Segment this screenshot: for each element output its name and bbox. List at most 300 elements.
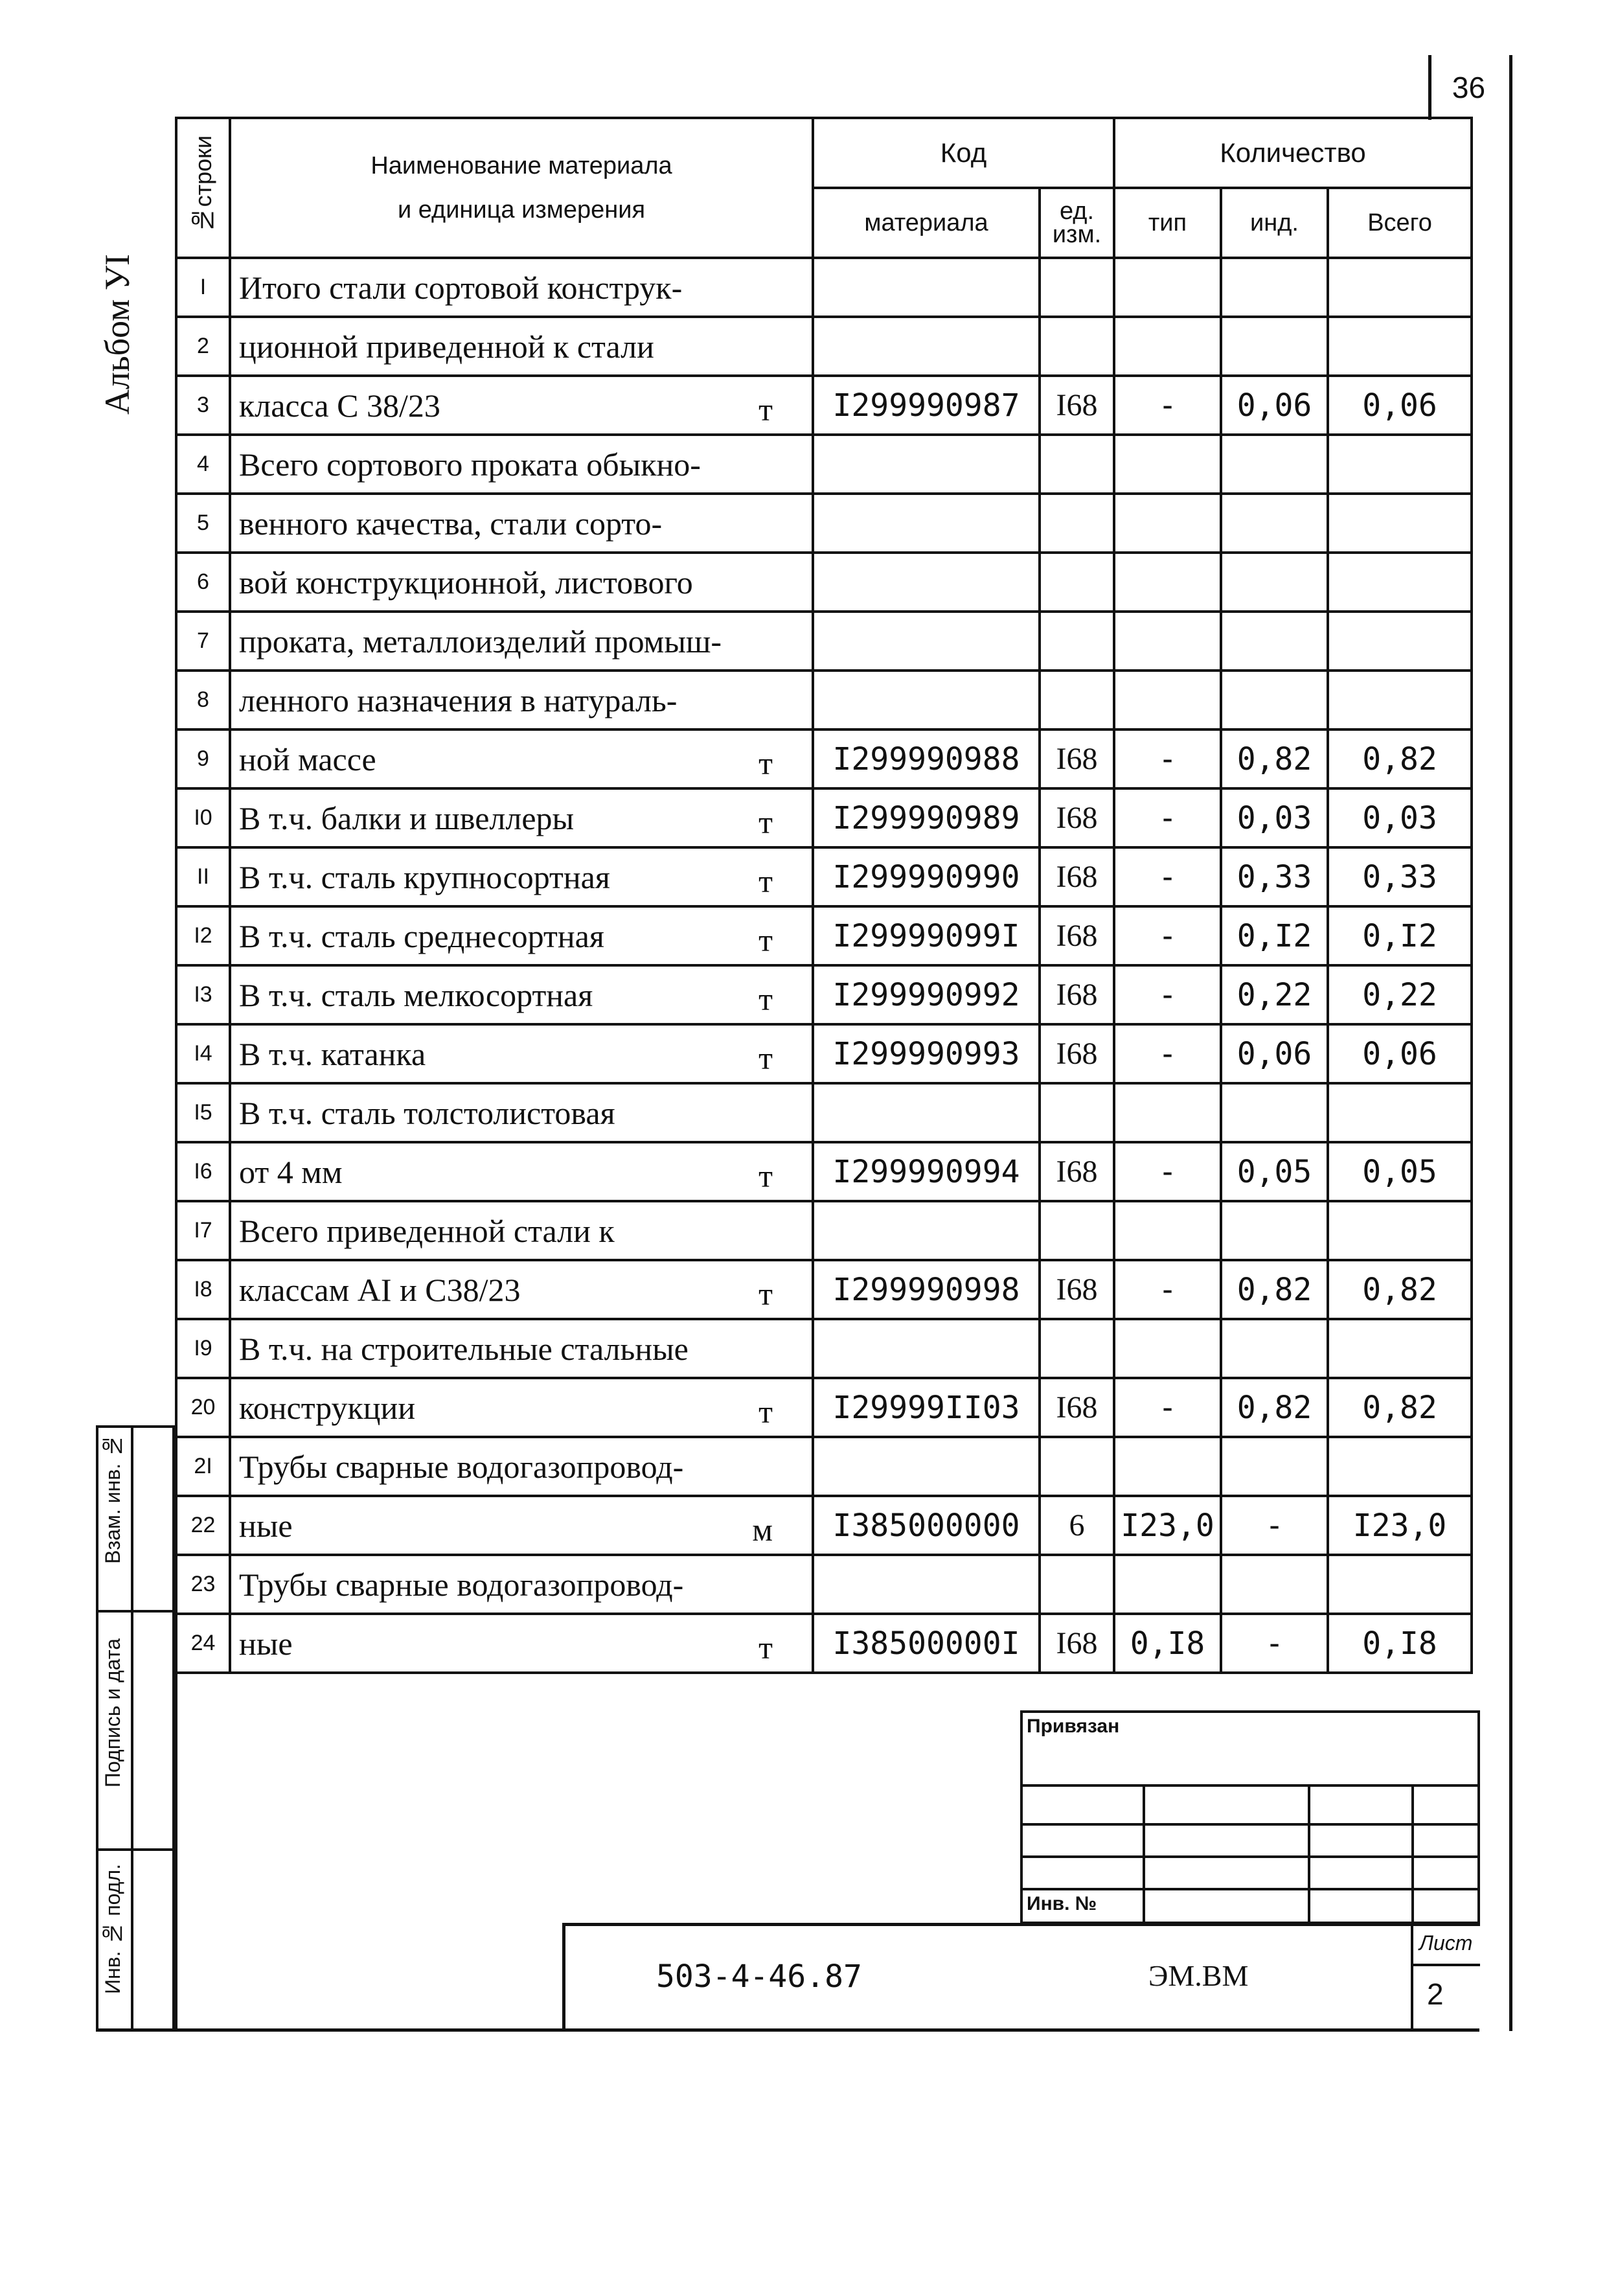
unit-code-cell xyxy=(1040,376,1114,435)
qty-ind-cell-text: 0,82 xyxy=(1237,740,1312,777)
linked-box-inv-no: Инв. № xyxy=(1027,1893,1097,1914)
unit-code-cell-text: I68 xyxy=(1056,1037,1098,1071)
qty-ind-cell xyxy=(1221,553,1328,612)
table-row xyxy=(176,906,1472,965)
material-code-cell xyxy=(813,1437,1040,1496)
material-name-cell xyxy=(230,1319,813,1378)
row-number-cell-text: 6 xyxy=(197,569,209,594)
header-row-1 xyxy=(176,118,1472,188)
linked-box-hline-2 xyxy=(1023,1823,1477,1826)
row-number-cell-text: I8 xyxy=(194,1277,212,1302)
header-type: тип xyxy=(1114,188,1221,258)
row-number-cell xyxy=(176,1378,230,1437)
qty-type-cell xyxy=(1114,1319,1221,1378)
unit-code-cell-text: I68 xyxy=(1056,1154,1098,1189)
table-row xyxy=(176,1378,1472,1437)
table-row xyxy=(176,965,1472,1024)
qty-ind-cell xyxy=(1221,906,1328,965)
material-name-cell-text: классам АI и С38/23 xyxy=(239,1271,521,1308)
unit-code-cell xyxy=(1040,847,1114,906)
qty-ind-cell-text: 0,82 xyxy=(1237,1271,1312,1308)
qty-ind-cell xyxy=(1221,1024,1328,1083)
unit-code-cell xyxy=(1040,1378,1114,1437)
strip-label-signature-date: Подпись и дата xyxy=(101,1638,124,1788)
qty-ind-cell xyxy=(1221,1614,1328,1673)
material-name-cell-text: ной массе xyxy=(239,740,376,777)
material-name-cell-text: ные xyxy=(239,1507,293,1544)
material-code-cell xyxy=(813,317,1040,376)
material-name-cell-text: В т.ч. сталь среднесортная xyxy=(239,917,604,954)
material-name-cell-text: В т.ч. сталь толстолистовая xyxy=(239,1094,615,1131)
row-number-cell xyxy=(176,1555,230,1614)
qty-ind-cell xyxy=(1221,847,1328,906)
material-code-cell-text: I299990988 xyxy=(832,740,1020,777)
material-code-cell-text: I299990994 xyxy=(832,1153,1020,1190)
qty-ind-cell xyxy=(1221,258,1328,317)
row-number-cell xyxy=(176,788,230,847)
row-number-cell-text: I xyxy=(199,275,207,299)
page-number-text: 36 xyxy=(1452,71,1486,104)
material-code-cell-text: I299990992 xyxy=(832,976,1020,1013)
unit-code-cell xyxy=(1040,494,1114,553)
qty-ind-cell-text: - xyxy=(1265,1507,1284,1544)
qty-type-cell-text: I23,0 xyxy=(1121,1507,1214,1544)
material-name-cell xyxy=(230,847,813,906)
qty-total-cell-text: 0,82 xyxy=(1362,1389,1437,1426)
header-unit-code-line1: ед. xyxy=(1059,198,1095,225)
qty-type-cell-text: - xyxy=(1158,976,1177,1013)
material-name-cell xyxy=(230,1378,813,1437)
table-row xyxy=(176,1201,1472,1260)
row-number-cell-text: 7 xyxy=(197,628,209,653)
material-name-cell xyxy=(230,906,813,965)
table-row xyxy=(176,847,1472,906)
qty-type-cell xyxy=(1114,1496,1221,1555)
row-number-cell-text: I9 xyxy=(194,1336,212,1360)
qty-type-cell-text: - xyxy=(1158,740,1177,777)
unit-code-cell xyxy=(1040,258,1114,317)
qty-ind-cell xyxy=(1221,729,1328,788)
qty-ind-cell-text: 0,06 xyxy=(1237,1035,1312,1072)
qty-total-cell-text: 0,22 xyxy=(1362,976,1437,1013)
material-unit: т xyxy=(758,391,773,428)
qty-ind-cell xyxy=(1221,612,1328,671)
qty-total-cell xyxy=(1328,906,1472,965)
unit-code-cell xyxy=(1040,317,1114,376)
material-unit: т xyxy=(758,1394,773,1430)
row-number-cell-text: 2 xyxy=(197,334,209,358)
qty-total-cell-text: 0,03 xyxy=(1362,799,1437,836)
unit-code-cell xyxy=(1040,1614,1114,1673)
qty-total-cell xyxy=(1328,317,1472,376)
table-row xyxy=(176,1614,1472,1673)
row-number-cell-text: 5 xyxy=(197,511,209,535)
material-name-cell-text: В т.ч. балки и швеллеры xyxy=(239,799,575,836)
row-number-cell-text: I7 xyxy=(194,1218,212,1243)
qty-ind-cell-text: 0,82 xyxy=(1237,1389,1312,1426)
qty-type-cell xyxy=(1114,317,1221,376)
header-row-no-text: №строки xyxy=(189,135,216,234)
qty-type-cell xyxy=(1114,494,1221,553)
material-name-cell xyxy=(230,376,813,435)
qty-type-cell-text: - xyxy=(1158,858,1177,895)
qty-type-cell xyxy=(1114,1260,1221,1319)
table-row xyxy=(176,729,1472,788)
material-name-cell xyxy=(230,258,813,317)
material-name-cell xyxy=(230,317,813,376)
qty-type-cell xyxy=(1114,847,1221,906)
row-number-cell xyxy=(176,1614,230,1673)
qty-ind-cell xyxy=(1221,1437,1328,1496)
table-row xyxy=(176,1142,1472,1201)
unit-code-cell xyxy=(1040,729,1114,788)
qty-total-cell xyxy=(1328,1142,1472,1201)
material-name-cell xyxy=(230,1555,813,1614)
unit-code-cell xyxy=(1040,553,1114,612)
unit-code-cell xyxy=(1040,788,1114,847)
unit-code-cell-text: I68 xyxy=(1056,860,1098,894)
unit-code-cell-text: 6 xyxy=(1069,1508,1085,1543)
row-number-cell xyxy=(176,847,230,906)
row-number-cell-text: 3 xyxy=(197,393,209,417)
qty-type-cell xyxy=(1114,729,1221,788)
linked-box-hline-3 xyxy=(1023,1855,1477,1858)
qty-type-cell xyxy=(1114,1378,1221,1437)
row-number-cell xyxy=(176,729,230,788)
material-code-cell-text: I299990993 xyxy=(832,1035,1020,1072)
table-row xyxy=(176,494,1472,553)
unit-code-cell xyxy=(1040,435,1114,494)
material-code-cell-text: I299990990 xyxy=(832,858,1020,895)
row-number-cell-text: I4 xyxy=(194,1041,212,1066)
right-edge-line xyxy=(1509,55,1512,2031)
row-number-cell xyxy=(176,494,230,553)
material-unit: т xyxy=(758,1158,773,1194)
linked-box-hline-4 xyxy=(1023,1888,1477,1890)
material-name-cell xyxy=(230,788,813,847)
qty-type-cell xyxy=(1114,1024,1221,1083)
material-unit: т xyxy=(758,981,773,1017)
material-name-cell xyxy=(230,1614,813,1673)
qty-type-cell xyxy=(1114,1614,1221,1673)
row-number-cell xyxy=(176,671,230,729)
material-code-cell xyxy=(813,671,1040,729)
table-row xyxy=(176,671,1472,729)
material-unit: т xyxy=(758,745,773,781)
qty-total-cell xyxy=(1328,1260,1472,1319)
qty-type-cell xyxy=(1114,1201,1221,1260)
qty-total-cell-text: 0,82 xyxy=(1362,740,1437,777)
material-code-cell xyxy=(813,1555,1040,1614)
material-code-cell xyxy=(813,788,1040,847)
material-code-cell xyxy=(813,1024,1040,1083)
row-number-cell-text: 9 xyxy=(197,746,209,771)
material-name-cell-text: В т.ч. катанка xyxy=(239,1035,426,1072)
qty-ind-cell-text: 0,I2 xyxy=(1237,917,1312,954)
qty-ind-cell-text: 0,06 xyxy=(1237,387,1312,424)
qty-total-cell xyxy=(1328,1496,1472,1555)
row-number-cell-text: I6 xyxy=(194,1159,212,1184)
qty-type-cell xyxy=(1114,258,1221,317)
album-label: Альбом УI xyxy=(98,254,137,415)
material-code-cell xyxy=(813,906,1040,965)
linked-box-vline-1 xyxy=(1143,1784,1145,1922)
material-name-cell xyxy=(230,553,813,612)
qty-ind-cell xyxy=(1221,788,1328,847)
material-name-cell xyxy=(230,612,813,671)
material-code-cell xyxy=(813,376,1040,435)
row-number-cell-text: 22 xyxy=(190,1513,216,1537)
material-code-cell xyxy=(813,1201,1040,1260)
unit-code-cell xyxy=(1040,1142,1114,1201)
material-code-cell-text: I299990989 xyxy=(832,799,1020,836)
qty-ind-cell xyxy=(1221,965,1328,1024)
qty-total-cell xyxy=(1328,1614,1472,1673)
material-code-cell xyxy=(813,1260,1040,1319)
row-number-cell-text: I3 xyxy=(194,982,212,1007)
table-row xyxy=(176,317,1472,376)
page-number xyxy=(1428,55,1506,120)
unit-code-cell xyxy=(1040,1319,1114,1378)
header-ind: инд. xyxy=(1221,188,1328,258)
qty-type-cell xyxy=(1114,1142,1221,1201)
header-row-no xyxy=(176,118,230,258)
linked-box-title: Привязан xyxy=(1027,1716,1120,1737)
title-block-mark: ЭМ.ВМ xyxy=(1148,1959,1249,1992)
row-number-cell-text: 24 xyxy=(190,1631,216,1655)
row-number-cell xyxy=(176,435,230,494)
qty-total-cell-text: 0,06 xyxy=(1362,1035,1437,1072)
header-name-line2: и единица измерения xyxy=(397,196,646,224)
qty-ind-cell xyxy=(1221,671,1328,729)
header-name-line1: Наименование материала xyxy=(370,152,672,179)
bottom-frame-left-line xyxy=(175,1607,177,2031)
row-number-cell-text: 8 xyxy=(197,687,209,712)
unit-code-cell-text: I68 xyxy=(1056,1390,1098,1425)
table-row xyxy=(176,1319,1472,1378)
unit-code-cell xyxy=(1040,1260,1114,1319)
qty-ind-cell-text: 0,22 xyxy=(1237,976,1312,1013)
qty-type-cell xyxy=(1114,1083,1221,1142)
qty-type-cell xyxy=(1114,376,1221,435)
material-name-cell xyxy=(230,1083,813,1142)
table-row xyxy=(176,1555,1472,1614)
material-name-cell xyxy=(230,435,813,494)
material-name-cell-text: Всего сортового проката обыкно- xyxy=(239,446,701,483)
qty-type-cell xyxy=(1114,788,1221,847)
linked-box-hline-1 xyxy=(1023,1784,1477,1787)
unit-code-cell-text: I68 xyxy=(1056,801,1098,835)
unit-code-cell-text: I68 xyxy=(1056,919,1098,953)
qty-total-cell xyxy=(1328,671,1472,729)
qty-total-cell xyxy=(1328,553,1472,612)
qty-total-cell-text: I23,0 xyxy=(1352,1507,1447,1544)
material-name-cell-text: В т.ч. на строительные стальные xyxy=(239,1330,689,1367)
title-block-doc-code: 503-4-46.87 xyxy=(656,1958,862,1995)
sheet-box-hline xyxy=(1411,1964,1480,1966)
qty-total-cell xyxy=(1328,1437,1472,1496)
row-number-cell xyxy=(176,1496,230,1555)
qty-type-cell xyxy=(1114,435,1221,494)
qty-total-cell xyxy=(1328,965,1472,1024)
material-code-cell-text: I29999099I xyxy=(832,917,1020,954)
material-code-cell xyxy=(813,1378,1040,1437)
material-code-cell-text: I299990998 xyxy=(832,1271,1020,1308)
header-unit-code xyxy=(1040,188,1114,258)
unit-code-cell-text: I68 xyxy=(1056,1272,1098,1307)
material-name-cell-text: ные xyxy=(239,1625,293,1662)
qty-total-cell xyxy=(1328,1024,1472,1083)
qty-total-cell xyxy=(1328,847,1472,906)
material-code-cell-text: I38500000I xyxy=(832,1625,1020,1662)
material-unit: т xyxy=(758,863,773,899)
material-name-cell xyxy=(230,965,813,1024)
qty-ind-cell-text: - xyxy=(1265,1625,1284,1662)
qty-type-cell-text: - xyxy=(1158,1153,1177,1190)
table-row xyxy=(176,1083,1472,1142)
qty-ind-cell xyxy=(1221,1378,1328,1437)
qty-type-cell xyxy=(1114,671,1221,729)
material-code-cell xyxy=(813,1319,1040,1378)
row-number-cell-text: 4 xyxy=(197,452,209,476)
row-number-cell xyxy=(176,1024,230,1083)
unit-code-cell xyxy=(1040,1496,1114,1555)
material-unit: т xyxy=(758,1040,773,1076)
material-code-cell xyxy=(813,1614,1040,1673)
qty-total-cell xyxy=(1328,729,1472,788)
material-code-cell xyxy=(813,1142,1040,1201)
material-name-cell-text: от 4 мм xyxy=(239,1153,343,1190)
qty-total-cell xyxy=(1328,258,1472,317)
unit-code-cell xyxy=(1040,1024,1114,1083)
qty-total-cell xyxy=(1328,788,1472,847)
material-code-cell xyxy=(813,553,1040,612)
qty-type-cell-text: - xyxy=(1158,1035,1177,1072)
title-block-sheet-label: Лист xyxy=(1419,1931,1473,1955)
qty-ind-cell xyxy=(1221,1083,1328,1142)
material-name-cell-text: В т.ч. сталь крупносортная xyxy=(239,858,610,895)
unit-code-cell xyxy=(1040,671,1114,729)
qty-total-cell xyxy=(1328,1555,1472,1614)
qty-type-cell xyxy=(1114,906,1221,965)
row-number-cell xyxy=(176,1319,230,1378)
strip-label-replaced-inv: Взам. инв. № xyxy=(101,1434,124,1564)
row-number-cell xyxy=(176,1142,230,1201)
row-number-cell xyxy=(176,1201,230,1260)
linked-box-vline-2 xyxy=(1308,1784,1310,1922)
qty-ind-cell-text: 0,05 xyxy=(1237,1153,1312,1190)
qty-type-cell xyxy=(1114,1437,1221,1496)
row-number-cell xyxy=(176,1260,230,1319)
unit-code-cell-text: I68 xyxy=(1056,978,1098,1012)
row-number-cell-text: I5 xyxy=(194,1100,212,1125)
material-name-cell-text: проката, металлоизделий промыш- xyxy=(239,623,722,660)
qty-type-cell-text: - xyxy=(1158,799,1177,836)
table-row xyxy=(176,1024,1472,1083)
stamp-strip xyxy=(96,1425,175,2031)
material-name-cell-text: ленного назначения в натураль- xyxy=(239,682,678,718)
header-code-group: Код xyxy=(813,118,1114,188)
row-number-cell xyxy=(176,317,230,376)
row-number-cell xyxy=(176,258,230,317)
material-name-cell-text: В т.ч. сталь мелкосортная xyxy=(239,976,593,1013)
unit-code-cell-text: I68 xyxy=(1056,388,1098,422)
qty-type-cell xyxy=(1114,612,1221,671)
unit-code-cell xyxy=(1040,1201,1114,1260)
specification-table xyxy=(175,117,1473,1674)
table-row xyxy=(176,1260,1472,1319)
unit-code-cell xyxy=(1040,1437,1114,1496)
material-name-cell-text: венного качества, стали сорто- xyxy=(239,505,663,542)
table-row xyxy=(176,1496,1472,1555)
row-number-cell xyxy=(176,553,230,612)
qty-ind-cell xyxy=(1221,1555,1328,1614)
strip-cell-inv-original xyxy=(98,1851,172,2028)
material-name-cell xyxy=(230,1024,813,1083)
material-name-cell-text: конструкции xyxy=(239,1389,416,1426)
table-row xyxy=(176,435,1472,494)
material-name-cell-text: Всего приведенной стали к xyxy=(239,1212,615,1249)
material-code-cell xyxy=(813,612,1040,671)
qty-total-cell-text: 0,I2 xyxy=(1362,917,1437,954)
unit-code-cell xyxy=(1040,612,1114,671)
material-name-cell xyxy=(230,1201,813,1260)
row-number-cell xyxy=(176,1083,230,1142)
unit-code-cell-text: I68 xyxy=(1056,1626,1098,1660)
material-unit: т xyxy=(758,922,773,958)
qty-ind-cell-text: 0,33 xyxy=(1237,858,1312,895)
qty-total-cell-text: 0,33 xyxy=(1362,858,1437,895)
row-number-cell-text: I0 xyxy=(194,805,212,830)
unit-code-cell xyxy=(1040,906,1114,965)
material-name-cell-text: Трубы сварные водогазопровод- xyxy=(239,1448,684,1485)
table-row xyxy=(176,612,1472,671)
qty-ind-cell xyxy=(1221,317,1328,376)
qty-type-cell xyxy=(1114,553,1221,612)
row-number-cell-text: I2 xyxy=(194,923,212,948)
material-name-cell xyxy=(230,1496,813,1555)
material-name-cell xyxy=(230,671,813,729)
material-code-cell-text: I299990987 xyxy=(832,387,1020,424)
row-number-cell-text: II xyxy=(197,864,209,889)
material-unit: т xyxy=(758,1629,773,1666)
material-code-cell xyxy=(813,1083,1040,1142)
header-name xyxy=(230,118,813,258)
qty-ind-cell-text: 0,03 xyxy=(1237,799,1312,836)
qty-ind-cell xyxy=(1221,376,1328,435)
material-name-cell-text: ционной приведенной к стали xyxy=(239,328,654,365)
qty-type-cell-text: 0,I8 xyxy=(1130,1625,1205,1662)
qty-type-cell-text: - xyxy=(1158,387,1177,424)
material-name-cell-text: вой конструкционной, листового xyxy=(239,564,693,601)
table-row xyxy=(176,376,1472,435)
header-total: Всего xyxy=(1328,188,1472,258)
qty-total-cell-text: 0,82 xyxy=(1362,1271,1437,1308)
material-unit: т xyxy=(758,1276,773,1312)
sheet-box-separator xyxy=(1411,1926,1413,2032)
qty-ind-cell xyxy=(1221,1319,1328,1378)
material-code-cell xyxy=(813,435,1040,494)
unit-code-cell-text: I68 xyxy=(1056,742,1098,776)
material-code-cell xyxy=(813,494,1040,553)
row-number-cell-text: 20 xyxy=(190,1395,216,1419)
material-code-cell xyxy=(813,729,1040,788)
row-number-cell-text: 23 xyxy=(190,1572,216,1596)
strip-cell-signature-date xyxy=(98,1613,172,1851)
material-name-cell xyxy=(230,1260,813,1319)
material-unit: м xyxy=(752,1511,773,1548)
row-number-cell xyxy=(176,612,230,671)
